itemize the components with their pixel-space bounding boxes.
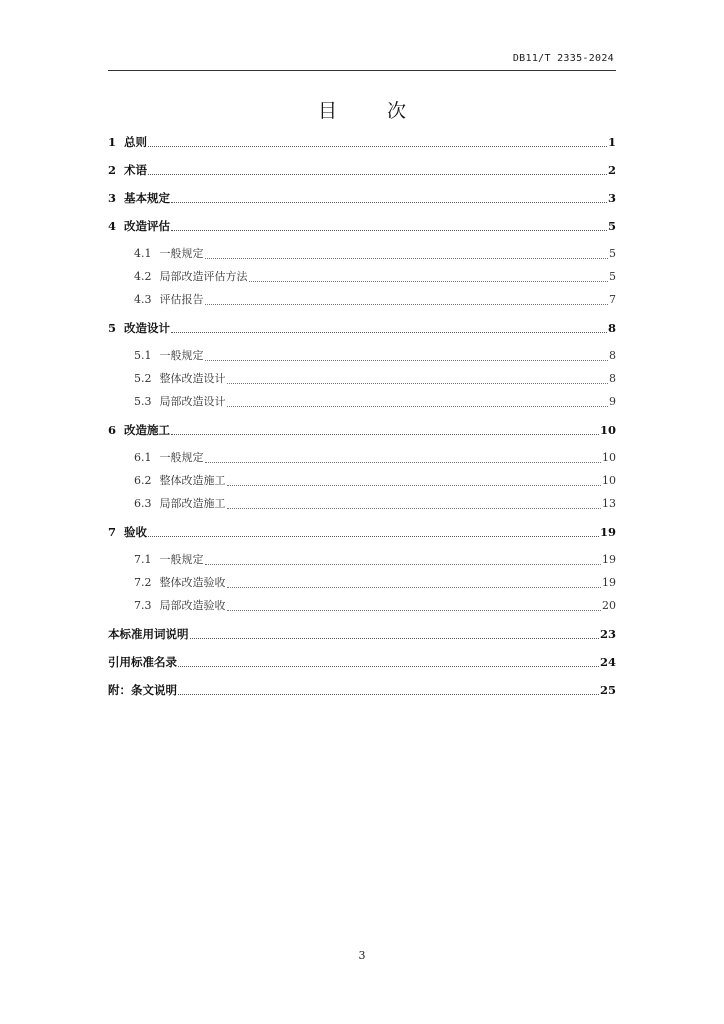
toc-entry-label: 整体改造验收	[159, 576, 226, 589]
toc-subentry[interactable]	[108, 345, 616, 368]
dot-leader	[171, 215, 607, 231]
toc-subentry[interactable]	[108, 549, 616, 572]
toc-entry-page: 19	[602, 576, 616, 589]
toc-entry-number: 2	[108, 163, 117, 177]
toc-entry-page: 2	[607, 163, 616, 177]
dot-leader	[227, 572, 602, 588]
toc-subentry[interactable]	[108, 493, 616, 521]
toc-entry-label: 整体改造施工	[159, 474, 226, 487]
dot-leader	[205, 549, 602, 565]
toc-subentry[interactable]	[108, 391, 616, 419]
toc-entry-label: 验收	[124, 525, 148, 539]
toc-entry-number: 4.3	[134, 293, 152, 306]
toc-entry-page: 1	[607, 135, 616, 149]
toc-entry-number: 7.2	[134, 576, 152, 589]
toc-entry-page: 23	[599, 627, 616, 641]
toc-subentry[interactable]	[108, 266, 616, 289]
toc-subentry[interactable]	[108, 447, 616, 470]
dot-leader	[171, 187, 607, 203]
toc-entry-number: 4.1	[134, 247, 152, 260]
toc-subentry[interactable]	[108, 595, 616, 623]
toc-entry-label: 改造施工	[124, 423, 171, 437]
dot-leader	[178, 651, 599, 667]
dot-leader	[148, 159, 607, 175]
toc-entry-page: 9	[609, 395, 616, 408]
toc-entry-label: 总则	[124, 135, 148, 149]
dot-leader	[205, 289, 609, 305]
table-of-contents	[108, 131, 616, 707]
dot-leader	[227, 595, 602, 611]
toc-entry-page: 20	[602, 599, 616, 612]
toc-entry-label: 局部改造施工	[159, 497, 226, 510]
toc-entry[interactable]	[108, 131, 616, 159]
toc-entry-page: 10	[602, 451, 616, 464]
dot-leader	[227, 391, 609, 407]
toc-entry-label: 附：条文说明	[108, 683, 177, 697]
toc-entry-number: 1	[108, 135, 117, 149]
toc-entry-label: 改造评估	[124, 219, 171, 233]
toc-entry-page: 3	[607, 191, 616, 205]
toc-subentry[interactable]	[108, 368, 616, 391]
dot-leader	[148, 131, 607, 147]
toc-entry-label: 改造设计	[124, 321, 171, 335]
toc-entry-label: 局部改造评估方法	[159, 270, 248, 283]
toc-entry-label: 一般规定	[159, 349, 204, 362]
toc-entry[interactable]	[108, 623, 616, 651]
toc-entry[interactable]	[108, 521, 616, 549]
toc-entry[interactable]	[108, 651, 616, 679]
dot-leader	[171, 317, 607, 333]
toc-entry-label: 术语	[124, 163, 148, 177]
dot-leader	[227, 470, 602, 486]
toc-subentry[interactable]	[108, 470, 616, 493]
toc-entry-number: 6.2	[134, 474, 152, 487]
dot-leader	[178, 679, 599, 695]
toc-entry-page: 19	[599, 525, 616, 539]
toc-entry-number: 4	[108, 219, 117, 233]
toc-entry-number: 6.3	[134, 497, 152, 510]
dot-leader	[205, 243, 609, 259]
dot-leader	[227, 493, 602, 509]
dot-leader	[148, 521, 599, 537]
toc-entry-page: 7	[609, 293, 616, 306]
toc-entry-page: 5	[609, 247, 616, 260]
dot-leader	[205, 345, 609, 361]
toc-title: 目 次	[317, 100, 429, 122]
toc-entry-page: 5	[609, 270, 616, 283]
toc-entry-number: 5.2	[134, 372, 152, 385]
toc-entry-number: 5	[108, 321, 117, 335]
toc-entry-page: 19	[602, 553, 616, 566]
toc-entry-page: 25	[599, 683, 616, 697]
toc-entry-label: 局部改造验收	[159, 599, 226, 612]
toc-entry-page: 8	[609, 372, 616, 385]
toc-entry-label: 本标准用词说明	[108, 627, 189, 641]
toc-entry-page: 24	[599, 655, 616, 669]
toc-entry-number: 7	[108, 525, 117, 539]
toc-subentry[interactable]	[108, 289, 616, 317]
dot-leader	[227, 368, 609, 384]
toc-entry-page: 10	[602, 474, 616, 487]
toc-subentry[interactable]	[108, 243, 616, 266]
dot-leader	[249, 266, 609, 282]
toc-entry[interactable]	[108, 419, 616, 447]
toc-entry-number: 6.1	[134, 451, 152, 464]
toc-entry-label: 一般规定	[159, 553, 204, 566]
toc-entry[interactable]	[108, 317, 616, 345]
dot-leader	[190, 623, 599, 639]
toc-entry-label: 一般规定	[159, 451, 204, 464]
toc-entry-page: 10	[599, 423, 616, 437]
document-code: DB11/T 2335-2024	[512, 53, 614, 64]
toc-entry-label: 一般规定	[159, 247, 204, 260]
toc-entry[interactable]	[108, 215, 616, 243]
dot-leader	[171, 419, 599, 435]
toc-subentry[interactable]	[108, 572, 616, 595]
page-number: 3	[358, 949, 366, 962]
toc-entry-number: 3	[108, 191, 117, 205]
toc-entry-page: 13	[602, 497, 616, 510]
dot-leader	[205, 447, 602, 463]
toc-entry-label: 整体改造设计	[159, 372, 226, 385]
toc-entry-label: 基本规定	[124, 191, 171, 205]
toc-entry[interactable]	[108, 187, 616, 215]
toc-entry-number: 4.2	[134, 270, 152, 283]
toc-entry[interactable]	[108, 159, 616, 187]
toc-entry-label: 引用标准名录	[108, 655, 177, 669]
toc-entry[interactable]	[108, 679, 616, 707]
toc-entry-label: 评估报告	[159, 293, 204, 306]
toc-entry-number: 7.3	[134, 599, 152, 612]
toc-entry-number: 7.1	[134, 553, 152, 566]
header-divider	[108, 70, 616, 71]
toc-entry-page: 8	[609, 349, 616, 362]
toc-entry-page: 8	[607, 321, 616, 335]
toc-entry-number: 5.1	[134, 349, 152, 362]
toc-entry-number: 6	[108, 423, 117, 437]
toc-entry-page: 5	[607, 219, 616, 233]
toc-entry-label: 局部改造设计	[159, 395, 226, 408]
toc-entry-number: 5.3	[134, 395, 152, 408]
